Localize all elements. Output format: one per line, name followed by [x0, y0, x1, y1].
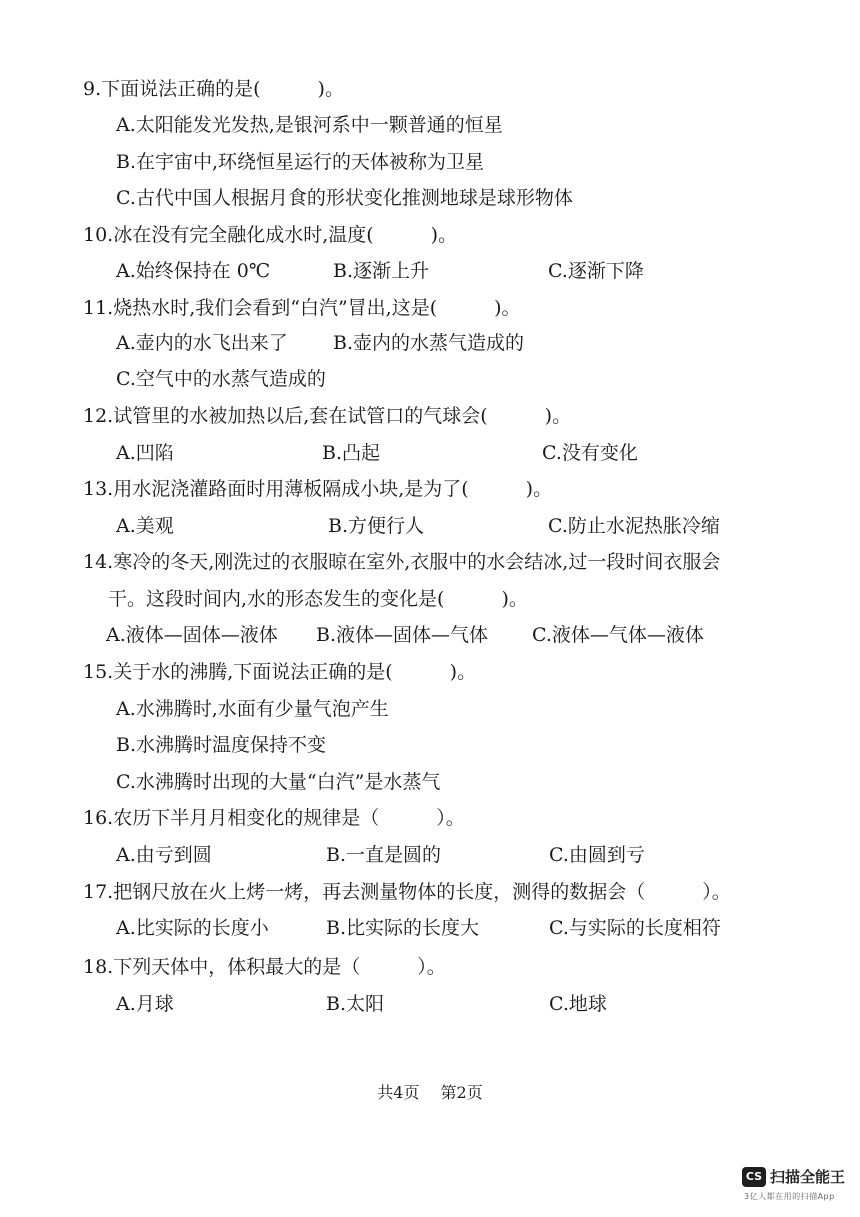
question-12: [0, 400, 860, 432]
option-b: B.在宇宙中,环绕恒星运行的天体被称为卫星: [116, 151, 485, 173]
brand-name: 扫描全能王: [770, 1168, 846, 1186]
option-c: C.防止水泥热胀冷缩: [548, 515, 720, 537]
option-a: A.比实际的长度小: [116, 917, 269, 939]
question-10: [0, 219, 860, 251]
option-a: A.液体—固体—液体: [106, 624, 278, 646]
question-stem: 13.用水泥浇灌路面时用薄板隔成小块,是为了( )。: [83, 478, 553, 500]
option-c: C.逐渐下降: [548, 260, 644, 282]
option-c: C.古代中国人根据月食的形状变化推测地球是球形物体: [116, 187, 573, 209]
brand-tagline: 3亿人都在用的扫描App: [744, 1192, 835, 1201]
option-a: A.月球: [116, 993, 174, 1015]
question-9: [0, 73, 860, 105]
question-stem-continued: 干。这段时间内,水的形态发生的变化是( )。: [108, 588, 528, 610]
question-18: [0, 951, 860, 983]
question-16: [0, 802, 860, 834]
option-a: A.凹陷: [116, 442, 174, 464]
option-c: C.水沸腾时出现的大量“白汽”是水蒸气: [116, 771, 441, 793]
option-a: A.由亏到圆: [116, 844, 212, 866]
option-c: C.与实际的长度相符: [549, 917, 721, 939]
current-page: 第2页: [440, 1083, 483, 1102]
option-a: A.始终保持在 0℃: [116, 260, 271, 282]
option-a: A.太阳能发光发热,是银河系中一颗普通的恒星: [116, 114, 503, 136]
question-stem: 11.烧热水时,我们会看到“白汽”冒出,这是( )。: [83, 297, 521, 319]
question-stem: 17.把钢尺放在火上烤一烤，再去测量物体的长度，测得的数据会（ ）。: [83, 881, 731, 903]
option-c: C.液体—气体—液体: [532, 624, 704, 646]
option-a: A.壶内的水飞出来了: [116, 332, 288, 354]
option-c: C.地球: [549, 993, 607, 1015]
question-11: [0, 292, 860, 324]
option-b: B.太阳: [326, 993, 385, 1015]
option-b: B.壶内的水蒸气造成的: [333, 332, 525, 354]
option-c: C.由圆到亏: [549, 844, 645, 866]
option-b: B.液体—固体—气体: [316, 624, 489, 646]
option-b: B.方便行人: [328, 515, 425, 537]
scanner-watermark: [738, 1163, 853, 1209]
option-b: B.凸起: [322, 442, 381, 464]
option-b: B.逐渐上升: [333, 260, 430, 282]
question-stem: 12.试管里的水被加热以后,套在试管口的气球会( )。: [83, 405, 572, 427]
question-15: [0, 656, 860, 688]
option-c: C.空气中的水蒸气造成的: [116, 368, 326, 390]
question-stem: 9.下面说法正确的是( )。: [83, 78, 344, 100]
question-14: [0, 546, 860, 578]
question-stem: 14.寒冷的冬天,刚洗过的衣服晾在室外,衣服中的水会结冰,过一段时间衣服会: [83, 551, 721, 573]
option-c: C.没有变化: [542, 442, 638, 464]
question-stem: 16.农历下半月月相变化的规律是（ ）。: [83, 807, 465, 829]
question-13: [0, 473, 860, 505]
option-b: B.一直是圆的: [326, 844, 442, 866]
camscanner-logo-icon: CS: [742, 1167, 766, 1187]
question-stem: 15.关于水的沸腾,下面说法正确的是( )。: [83, 661, 477, 683]
option-b: B.水沸腾时温度保持不变: [116, 734, 327, 756]
question-stem: 10.冰在没有完全融化成水时,温度( )。: [83, 224, 458, 246]
question-stem: 18.下列天体中，体积最大的是（ ）。: [83, 956, 446, 978]
option-b: B.比实际的长度大: [326, 917, 480, 939]
total-pages: 共4页: [377, 1083, 420, 1102]
page-footer: [0, 1080, 860, 1103]
option-a: A.水沸腾时,水面有少量气泡产生: [116, 698, 389, 720]
option-a: A.美观: [116, 515, 174, 537]
question-17: [0, 876, 860, 908]
